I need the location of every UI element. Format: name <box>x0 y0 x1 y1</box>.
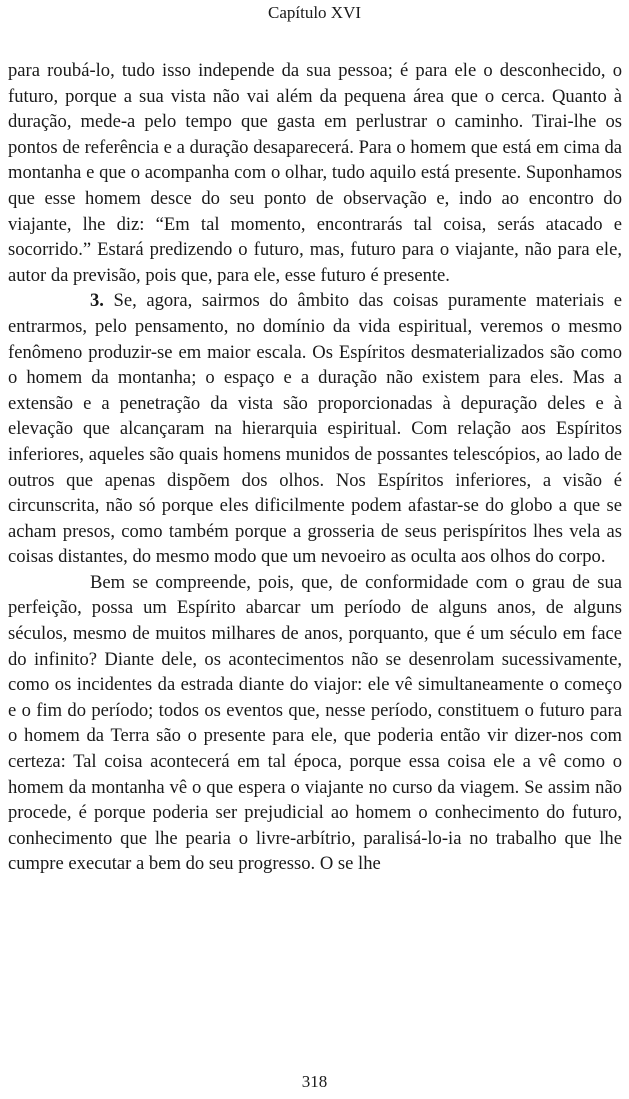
page-number: 318 <box>301 1072 328 1091</box>
paragraph-3: Bem se compreende, pois, que, de conformidade com o grau de sua perfeição, possa um Espírito abarcar um período de alguns anos, de alguns séculos, mesmo de muitos milhares de anos, porquanto, que é um século em face do infinito? Diante dele, os acontecimentos não se desenrolam sucessivamente, como os incidentes da estrada diante do viajor: ele vê simultaneamente o começo e o fim do período; todos os eventos que, nesse período, constituem o futuro para o homem da Terra são o presente para ele, que poderia então vir dizer-nos com certeza: Tal coisa acontecerá em tal época, porque essa coisa ele a vê como o homem da montanha vê o que espera o viajante no curso da viagem. Se assim não procede, é porque poderia ser prejudicial ao homem o conhecimento do futuro, conhecimento que lhe pearia o livre-arbítrio, paralisá-lo-ia no trabalho que lhe cumpre executar a bem do seu progresso. O se lhe <box>8 571 622 875</box>
running-head: Capítulo XVI <box>267 3 362 22</box>
paragraph-2-text: Se, agora, sairmos do âmbito das coisas puramente materiais e entrarmos, pelo pensamento, no domínio da vida espiritual, veremos o mesmo fenômeno produzir-se em maior escala. Os Espíritos desmaterializados são como o homem da montanha; o espaço e a duração não existem para eles. Mas a extensão e a penetração da vista são proporcionadas à depuração deles e à elevação que alcançaram na hierarquia espiritual. Com relação aos Espíritos inferiores, aqueles são quais homens munidos de possantes telescópios, ao lado de outros que apenas dispõem dos olhos. Nos Espíritos inferiores, a visão é circunscrita, não só porque eles dificilmente podem afastar-se do globo a que se acham presos, como também porque a grosseria de seus perispíritos lhes vela as coisas distantes, do mesmo modo que um nevoeiro as oculta aos olhos do corpo. <box>8 290 622 568</box>
paragraph-1: para roubá-lo, tudo isso independe da sua pessoa; é para ele o desconhecido, o futuro, porque a sua vista não vai além da pequena área que o cerca. Quanto à duração, mede-a pelo tempo que gasta em perlustrar o caminho. Tirai-lhe os pontos de referência e a duração desaparecerá. Para o homem que está em cima da montanha e que o acompanha com o olhar, tudo aquilo está presente. Suponhamos que esse homem desce do seu ponto de observação e, indo ao encontro do viajante, lhe diz: “Em tal momento, encontrarás tal coisa, serás atacado e socorrido.” Estará predizendo o futuro, mas, futuro para o viajante, não para ele, autor da previsão, pois que, para ele, esse futuro é presente. <box>8 60 622 286</box>
paragraph-2 <box>8 288 622 570</box>
section-number: 3. <box>90 290 104 312</box>
body-text <box>8 58 622 877</box>
